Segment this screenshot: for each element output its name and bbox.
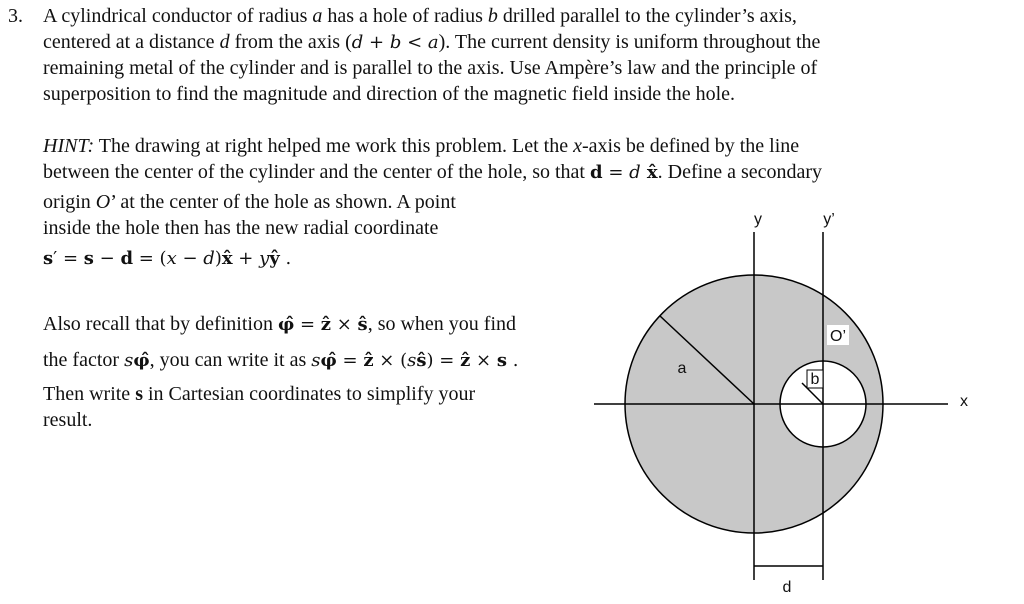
- o-prime-label: O’: [830, 328, 846, 345]
- radius-a-label: a: [677, 360, 687, 377]
- hint-line-3: origin O’ at the center of the hole as shown. A point: [43, 191, 456, 213]
- hint-line-1: HINT: The drawing at right helped me work this problem. Let the x-axis be defined by the line: [43, 135, 800, 157]
- recall-line-4: result.: [43, 409, 93, 431]
- hint-line-4: inside the hole then has the new radial coordinate: [43, 217, 439, 239]
- recall-line-2: the factor sφ̂, you can write it as sφ̂ = ẑ × (sŝ) = ẑ × s .: [43, 349, 519, 371]
- problem-line-3: remaining metal of the cylinder and is parallel to the axis. Use Ampère’s law and the principle of: [43, 57, 818, 79]
- y-axis-label: y: [754, 211, 762, 228]
- radius-b-label: b: [810, 371, 820, 388]
- problem-line-1: A cylindrical conductor of radius a has a hole of radius b drilled parallel to the cylinder’s axis,: [43, 5, 797, 27]
- hint-label: HINT:: [43, 135, 95, 157]
- hint-line-2: between the center of the cylinder and the center of the hole, so that d = d x̂. Define a secondary: [43, 161, 823, 183]
- d-label: d: [782, 579, 792, 596]
- recall-line-3: Then write s in Cartesian coordinates to simplify your: [43, 383, 476, 405]
- problem-line-2: centered at a distance d from the axis (d + b < a). The current density is uniform throughout the: [43, 31, 821, 53]
- problem-number: 3.: [8, 5, 23, 27]
- x-axis-label: x: [960, 393, 968, 410]
- hint-equation: s′ = s − d = (x − d)x̂ + yŷ .: [43, 248, 292, 269]
- y-prime-axis-label: y’: [823, 211, 835, 228]
- recall-line-1: Also recall that by definition φ̂ = ẑ × ŝ, so when you find: [43, 313, 517, 335]
- problem-line-4: superposition to find the magnitude and direction of the magnetic field inside the hole.: [43, 83, 736, 105]
